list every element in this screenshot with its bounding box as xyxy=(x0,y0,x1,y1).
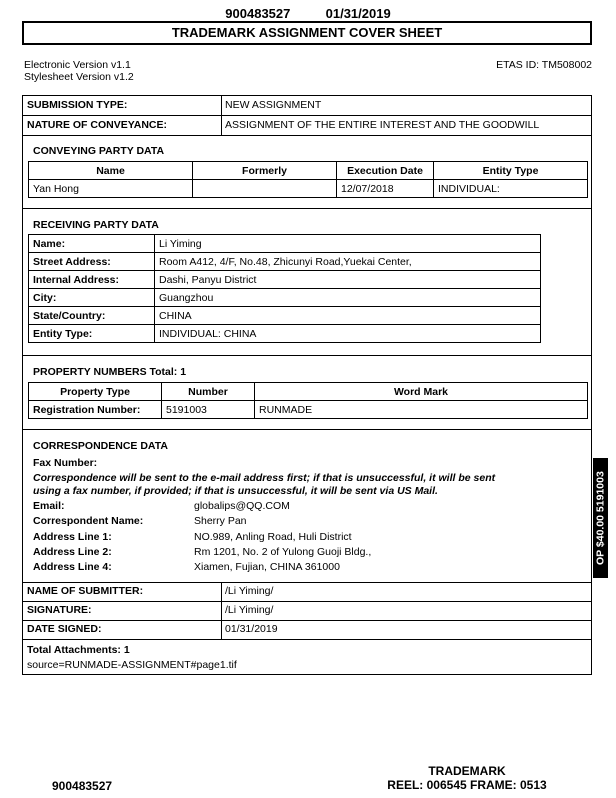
footer-trademark: TRADEMARK xyxy=(428,764,506,778)
cover-sheet-frame xyxy=(22,95,592,675)
property-header-row xyxy=(29,383,588,401)
submitter-label: NAME OF SUBMITTER: xyxy=(27,585,144,597)
receiving-value: CHINA xyxy=(155,307,541,325)
electronic-version: Electronic Version v1.1 xyxy=(24,59,131,71)
corr-label: Address Line 4: xyxy=(33,561,112,574)
header-line xyxy=(0,6,616,21)
note-line-2: using a fax number, if provided; if that is unsuccessful, it will be sent via US Mail. xyxy=(33,484,438,497)
conveyance-value: ASSIGNMENT OF THE ENTIRE INTEREST AND THE GOODWILL xyxy=(225,119,540,131)
conveying-execution-date: 12/07/2018 xyxy=(337,180,434,198)
corr-row xyxy=(33,560,371,575)
receiving-label: City: xyxy=(29,289,155,307)
corr-label: Correspondent Name: xyxy=(33,515,144,528)
submitter-value: 01/31/2019 xyxy=(225,623,278,635)
conveying-name: Yan Hong xyxy=(29,180,193,198)
corr-label: Address Line 1: xyxy=(33,530,112,543)
col-word-mark: Word Mark xyxy=(255,383,588,401)
footer-reel-block xyxy=(380,764,554,792)
corr-value: globalips@QQ.COM xyxy=(194,500,290,512)
attachment-source: source=RUNMADE-ASSIGNMENT#page1.tif xyxy=(27,659,237,671)
col-name: Name xyxy=(29,162,193,180)
submitter-section xyxy=(23,583,591,640)
receiving-value: Li Yiming xyxy=(155,235,541,253)
version-info xyxy=(24,59,134,83)
conveying-heading: CONVEYING PARTY DATA xyxy=(33,145,165,157)
submission-section xyxy=(23,96,591,135)
col-entity-type: Entity Type xyxy=(434,162,588,180)
property-heading: PROPERTY NUMBERS Total: 1 xyxy=(33,366,187,378)
corr-row xyxy=(33,530,371,545)
col-property-type: Property Type xyxy=(29,383,162,401)
receiving-value: INDIVIDUAL: CHINA xyxy=(155,325,541,343)
conveyance-label: NATURE OF CONVEYANCE: xyxy=(27,119,168,131)
corr-value: Sherry Pan xyxy=(194,515,247,528)
receiving-label: Entity Type: xyxy=(29,325,155,343)
correspondence-details xyxy=(33,499,371,575)
footer-reel-frame: REEL: 006545 FRAME: 0513 xyxy=(387,778,547,792)
receiving-value: Guangzhou xyxy=(155,289,541,307)
receiving-row xyxy=(29,253,541,271)
property-type: Registration Number: xyxy=(29,401,162,419)
header-doc-id: 900483527 xyxy=(225,6,291,21)
conveying-entity-type: INDIVIDUAL: xyxy=(434,180,588,198)
receiving-label: Street Address: xyxy=(29,253,155,271)
receiving-row xyxy=(29,271,541,289)
corr-label: Address Line 2: xyxy=(33,545,112,558)
stylesheet-version: Stylesheet Version v1.2 xyxy=(24,71,134,83)
property-row xyxy=(29,401,588,419)
etas-id: ETAS ID: TM508002 xyxy=(496,59,592,71)
submission-type-row xyxy=(23,96,591,116)
corr-value: Xiamen, Fujian, CHINA 361000 xyxy=(194,561,340,574)
receiving-row xyxy=(29,325,541,343)
corr-value: Rm 1201, No. 2 of Yulong Guoji Bldg., xyxy=(194,545,372,558)
correspondence-heading: CORRESPONDENCE DATA xyxy=(33,440,168,452)
submission-type-value: NEW ASSIGNMENT xyxy=(225,99,322,111)
corr-label: Email: xyxy=(33,500,65,512)
correspondence-note xyxy=(33,472,495,497)
receiving-label: Internal Address: xyxy=(29,271,155,289)
submitter-row xyxy=(23,621,591,640)
col-formerly: Formerly xyxy=(193,162,337,180)
corr-row xyxy=(33,499,371,514)
submitter-value: /Li Yiming/ xyxy=(225,604,274,616)
fax-label: Fax Number: xyxy=(33,457,98,469)
conveying-header-row xyxy=(29,162,588,180)
fee-stamp: OP $40.00 5191003 xyxy=(593,458,608,578)
receiving-value: Dashi, Panyu District xyxy=(155,271,541,289)
corr-value: NO.989, Anling Road, Huli District xyxy=(194,530,352,543)
receiving-label: Name: xyxy=(29,235,155,253)
receiving-row xyxy=(29,307,541,325)
submitter-label: DATE SIGNED: xyxy=(27,623,102,635)
header-date: 01/31/2019 xyxy=(325,6,391,21)
total-attachments: Total Attachments: 1 xyxy=(27,644,130,656)
property-word-mark: RUNMADE xyxy=(255,401,588,419)
receiving-heading: RECEIVING PARTY DATA xyxy=(33,219,159,231)
conveyance-row xyxy=(23,116,591,135)
footer-doc-id: 900483527 xyxy=(52,779,113,793)
col-execution-date: Execution Date xyxy=(337,162,434,180)
conveying-table xyxy=(28,161,588,198)
corr-row xyxy=(33,545,371,560)
note-line-1: Correspondence will be sent to the e-mail address first; if that is unsuccessful, it will be sent xyxy=(33,472,496,484)
conveying-row xyxy=(29,180,588,198)
submission-type-label: SUBMISSION TYPE: xyxy=(27,99,128,111)
submitter-row xyxy=(23,583,591,602)
property-number: 5191003 xyxy=(162,401,255,419)
property-table xyxy=(28,382,588,419)
document-title: TRADEMARK ASSIGNMENT COVER SHEET xyxy=(22,21,592,45)
submitter-label: SIGNATURE: xyxy=(27,604,92,616)
corr-row xyxy=(33,514,371,529)
receiving-label: State/Country: xyxy=(29,307,155,325)
col-number: Number xyxy=(162,383,255,401)
submitter-value: /Li Yiming/ xyxy=(225,585,274,597)
receiving-value: Room A412, 4/F, No.48, Zhicunyi Road,Yuekai Center, xyxy=(155,253,541,271)
receiving-table xyxy=(28,234,541,343)
conveying-formerly xyxy=(193,180,337,198)
submitter-row xyxy=(23,602,591,621)
receiving-row xyxy=(29,235,541,253)
receiving-row xyxy=(29,289,541,307)
